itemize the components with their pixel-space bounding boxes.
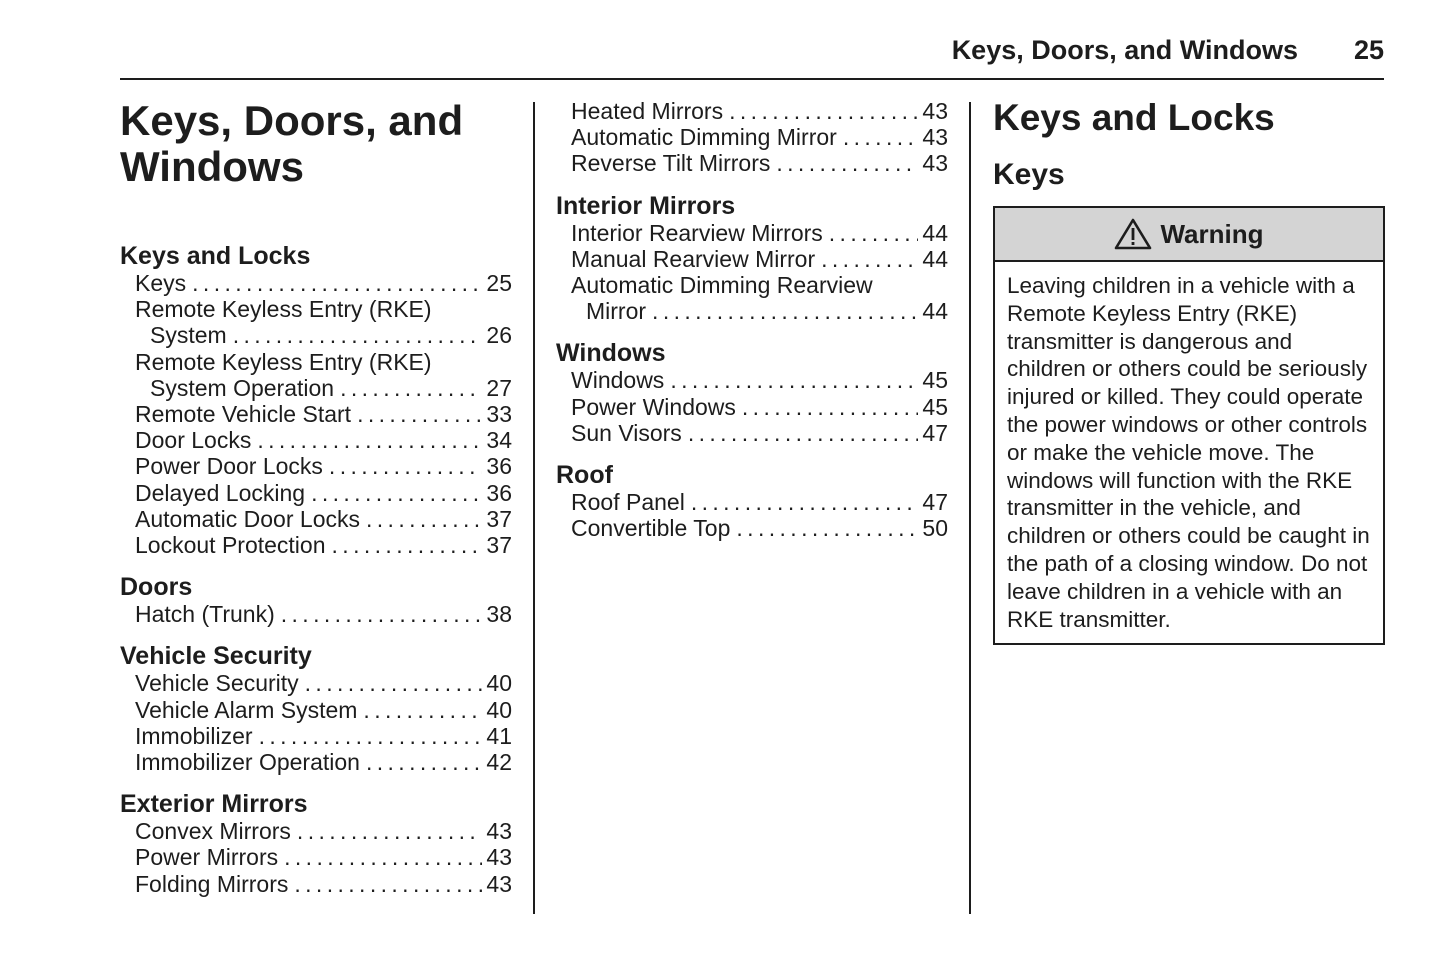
toc-entry[interactable]: Automatic Door Locks . . . 37 bbox=[120, 506, 512, 532]
toc-entry[interactable]: Folding Mirrors . . . 43 bbox=[120, 871, 512, 897]
toc-column-1 bbox=[120, 98, 512, 912]
toc-section-continued bbox=[556, 98, 948, 177]
toc-section bbox=[120, 642, 512, 775]
toc-entry[interactable]: Lockout Protection . . . 37 bbox=[120, 532, 512, 558]
toc-entry[interactable]: Power Windows . . . 45 bbox=[556, 394, 948, 420]
warning-text: Leaving children in a vehicle with a Remote Keyless Entry (RKE) transmitter is dangerous and children or others could be seriously injured or killed. They could operate the power windows or other controls or make the vehicle move. The windows will function with the RKE transmitter in the vehicle, and children or others could be caught in the path of a closing window. Do not leave children in a vehicle with an RKE transmitter. bbox=[1007, 273, 1370, 632]
toc-section-heading: Doors bbox=[120, 573, 193, 602]
toc-entry[interactable]: Heated Mirrors . . . 43 bbox=[556, 98, 948, 124]
toc-entry[interactable]: Roof Panel . . . 47 bbox=[556, 489, 948, 515]
toc-entry[interactable]: Immobilizer . . . 41 bbox=[120, 723, 512, 749]
toc-entry[interactable]: Convex Mirrors . . . 43 bbox=[120, 818, 512, 844]
toc-section bbox=[556, 192, 948, 325]
running-header-title: Keys, Doors, and Windows bbox=[951, 35, 1298, 65]
toc-entry[interactable]: Convertible Top . . . 50 bbox=[556, 515, 948, 541]
toc-section-heading: Keys and Locks bbox=[120, 242, 311, 270]
section-heading: Keys and Locks bbox=[993, 97, 1275, 138]
toc-column-2 bbox=[556, 98, 948, 556]
warning-triangle-icon bbox=[1114, 218, 1152, 250]
warning-title: Warning bbox=[1160, 218, 1264, 249]
toc-section bbox=[120, 573, 512, 627]
content-column bbox=[993, 98, 1385, 645]
toc-entry[interactable]: Remote Vehicle Start . . . 33 bbox=[120, 401, 512, 427]
toc-entry[interactable]: Interior Rearview Mirrors . . . 44 bbox=[556, 220, 948, 246]
toc-section-heading: Interior Mirrors bbox=[556, 191, 736, 220]
toc-entry[interactable]: Automatic Dimming Mirror . . . 43 bbox=[556, 124, 948, 150]
toc-entry[interactable]: Manual Rearview Mirror . . . 44 bbox=[556, 246, 948, 272]
toc-entry[interactable]: Delayed Locking . . . 36 bbox=[120, 480, 512, 506]
toc-entry[interactable]: Sun Visors . . . 47 bbox=[556, 420, 948, 446]
toc-section bbox=[556, 339, 948, 446]
toc-section-heading: Windows bbox=[556, 339, 666, 368]
warning-header bbox=[995, 208, 1383, 262]
toc-entry[interactable]: Power Mirrors . . . 43 bbox=[120, 844, 512, 870]
toc-entry[interactable]: Vehicle Security . . . 40 bbox=[120, 670, 512, 696]
toc-entry[interactable]: Remote Keyless Entry (RKE) System Operation . . . 27 bbox=[120, 349, 512, 401]
toc-section bbox=[556, 461, 948, 541]
toc-entry[interactable]: Windows . . . 45 bbox=[556, 367, 948, 393]
column-divider bbox=[969, 102, 971, 914]
toc-section bbox=[120, 242, 512, 558]
toc-entry[interactable]: Vehicle Alarm System . . . 40 bbox=[120, 697, 512, 723]
subsection-heading: Keys bbox=[993, 158, 1065, 191]
toc-entry[interactable]: Hatch (Trunk) . . . 38 bbox=[120, 601, 512, 627]
toc-section-heading: Roof bbox=[556, 461, 613, 490]
running-header bbox=[120, 30, 1384, 80]
toc-entry[interactable]: Automatic Dimming Rearview Mirror . . . 44 bbox=[556, 272, 948, 324]
column-divider bbox=[533, 102, 535, 914]
page-number: 25 bbox=[1353, 35, 1384, 65]
toc-section-heading: Exterior Mirrors bbox=[120, 790, 308, 819]
toc-entry[interactable]: Power Door Locks . . . 36 bbox=[120, 453, 512, 479]
toc-entry[interactable]: Remote Keyless Entry (RKE) System . . . 26 bbox=[120, 296, 512, 348]
toc-section-heading: Vehicle Security bbox=[120, 642, 312, 671]
chapter-title: Keys, Doors, and Windows bbox=[120, 97, 464, 190]
toc-entry[interactable]: Keys . . . 25 bbox=[120, 270, 512, 296]
toc-entry[interactable]: Door Locks . . . 34 bbox=[120, 427, 512, 453]
toc-section bbox=[120, 790, 512, 897]
warning-box bbox=[993, 206, 1385, 645]
toc-entry[interactable]: Immobilizer Operation . . . 42 bbox=[120, 749, 512, 775]
toc-entry[interactable]: Reverse Tilt Mirrors . . . 43 bbox=[556, 150, 948, 176]
